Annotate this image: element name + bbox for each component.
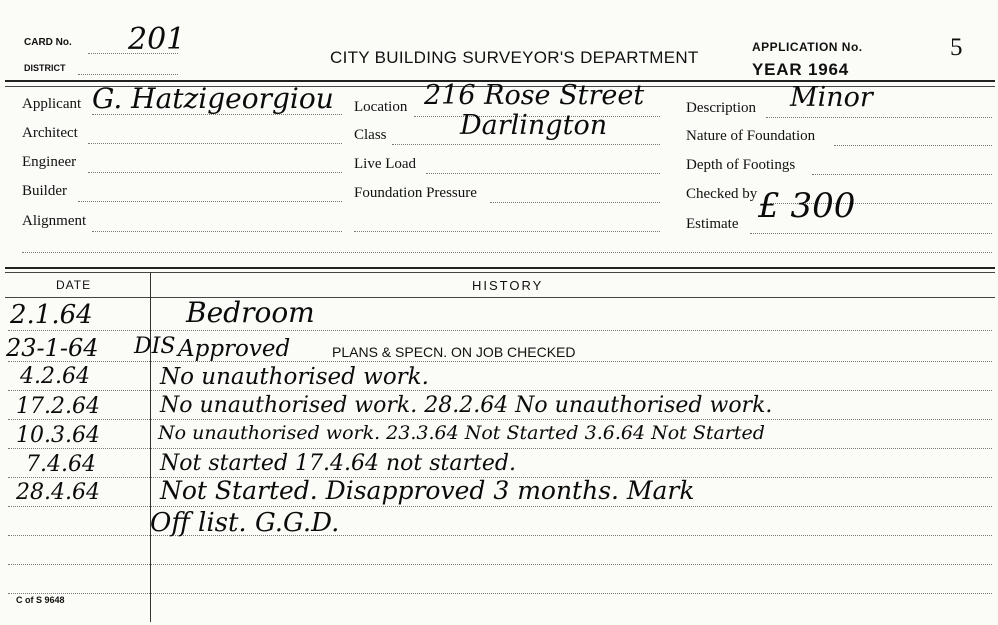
live-load-label: Live Load: [354, 156, 417, 172]
history-top-rule: [5, 267, 995, 269]
date-header: DATE: [56, 278, 92, 292]
history-date: 10.3.64: [16, 423, 100, 448]
nature-of-foundation-label: Nature of Foundation: [686, 128, 816, 144]
alignment-label: Alignment: [22, 213, 87, 229]
class-label: Class: [354, 127, 387, 143]
form-code: C of S 9648: [16, 595, 65, 605]
history-entry: Not started 17.4.64 not started.: [160, 451, 516, 476]
disapproval-prefix-mark: DIS: [134, 334, 176, 359]
application-number: 5: [950, 34, 963, 61]
year-label: YEAR 1964: [752, 60, 849, 79]
builder-label: Builder: [22, 183, 67, 199]
architect-label: Architect: [22, 125, 78, 141]
estimate-label: Estimate: [686, 216, 739, 232]
history-entry: No unauthorised work.: [160, 364, 429, 390]
history-entry: No unauthorised work. 28.2.64 No unauthorised work.: [160, 393, 773, 418]
location-label: Location: [354, 99, 408, 115]
history-date: 2.1.64: [10, 300, 93, 330]
history-entry: Bedroom: [186, 296, 315, 329]
estimate-value: £ 300: [758, 186, 856, 226]
application-label: APPLICATION No.: [752, 40, 863, 54]
history-date: 17.2.64: [16, 394, 100, 419]
history-header-rule: [5, 297, 995, 298]
history-entry: Off list. G.G.D.: [150, 508, 340, 538]
history-date: 7.4.64: [26, 452, 96, 477]
card-no-label: CARD No.: [24, 37, 72, 48]
checked-by-label: Checked by: [686, 186, 758, 202]
card-no-value: 201: [128, 22, 186, 57]
history-entry: Approved: [178, 336, 291, 362]
location-value-suburb: Darlington: [460, 110, 608, 141]
date-column-divider: [150, 272, 151, 622]
district-label: DISTRICT: [24, 63, 66, 73]
history-date: 23-1-64: [6, 334, 99, 362]
history-header: HISTORY: [472, 278, 544, 293]
history-date: 4.2.64: [20, 364, 90, 389]
history-stamp: PLANS & SPECN. ON JOB CHECKED: [332, 344, 576, 360]
applicant-label: Applicant: [22, 96, 82, 112]
history-top-rule-thin: [5, 272, 995, 273]
engineer-label: Engineer: [22, 154, 77, 170]
foundation-pressure-label: Foundation Pressure: [354, 185, 477, 201]
location-value-street: 216 Rose Street: [424, 80, 645, 111]
description-label: Description: [686, 100, 756, 116]
description-value: Minor: [790, 82, 873, 113]
depth-of-footings-label: Depth of Footings: [686, 157, 796, 173]
department-title: CITY BUILDING SURVEYOR'S DEPARTMENT: [330, 48, 699, 67]
history-entry: Not Started. Disapproved 3 months. Mark: [160, 476, 695, 505]
history-entry: No unauthorised work. 23.3.64 Not Started 3.6.64 Not Started: [158, 422, 765, 444]
history-date: 28.4.64: [16, 480, 100, 505]
applicant-value: G. Hatzigeorgiou: [92, 82, 334, 115]
